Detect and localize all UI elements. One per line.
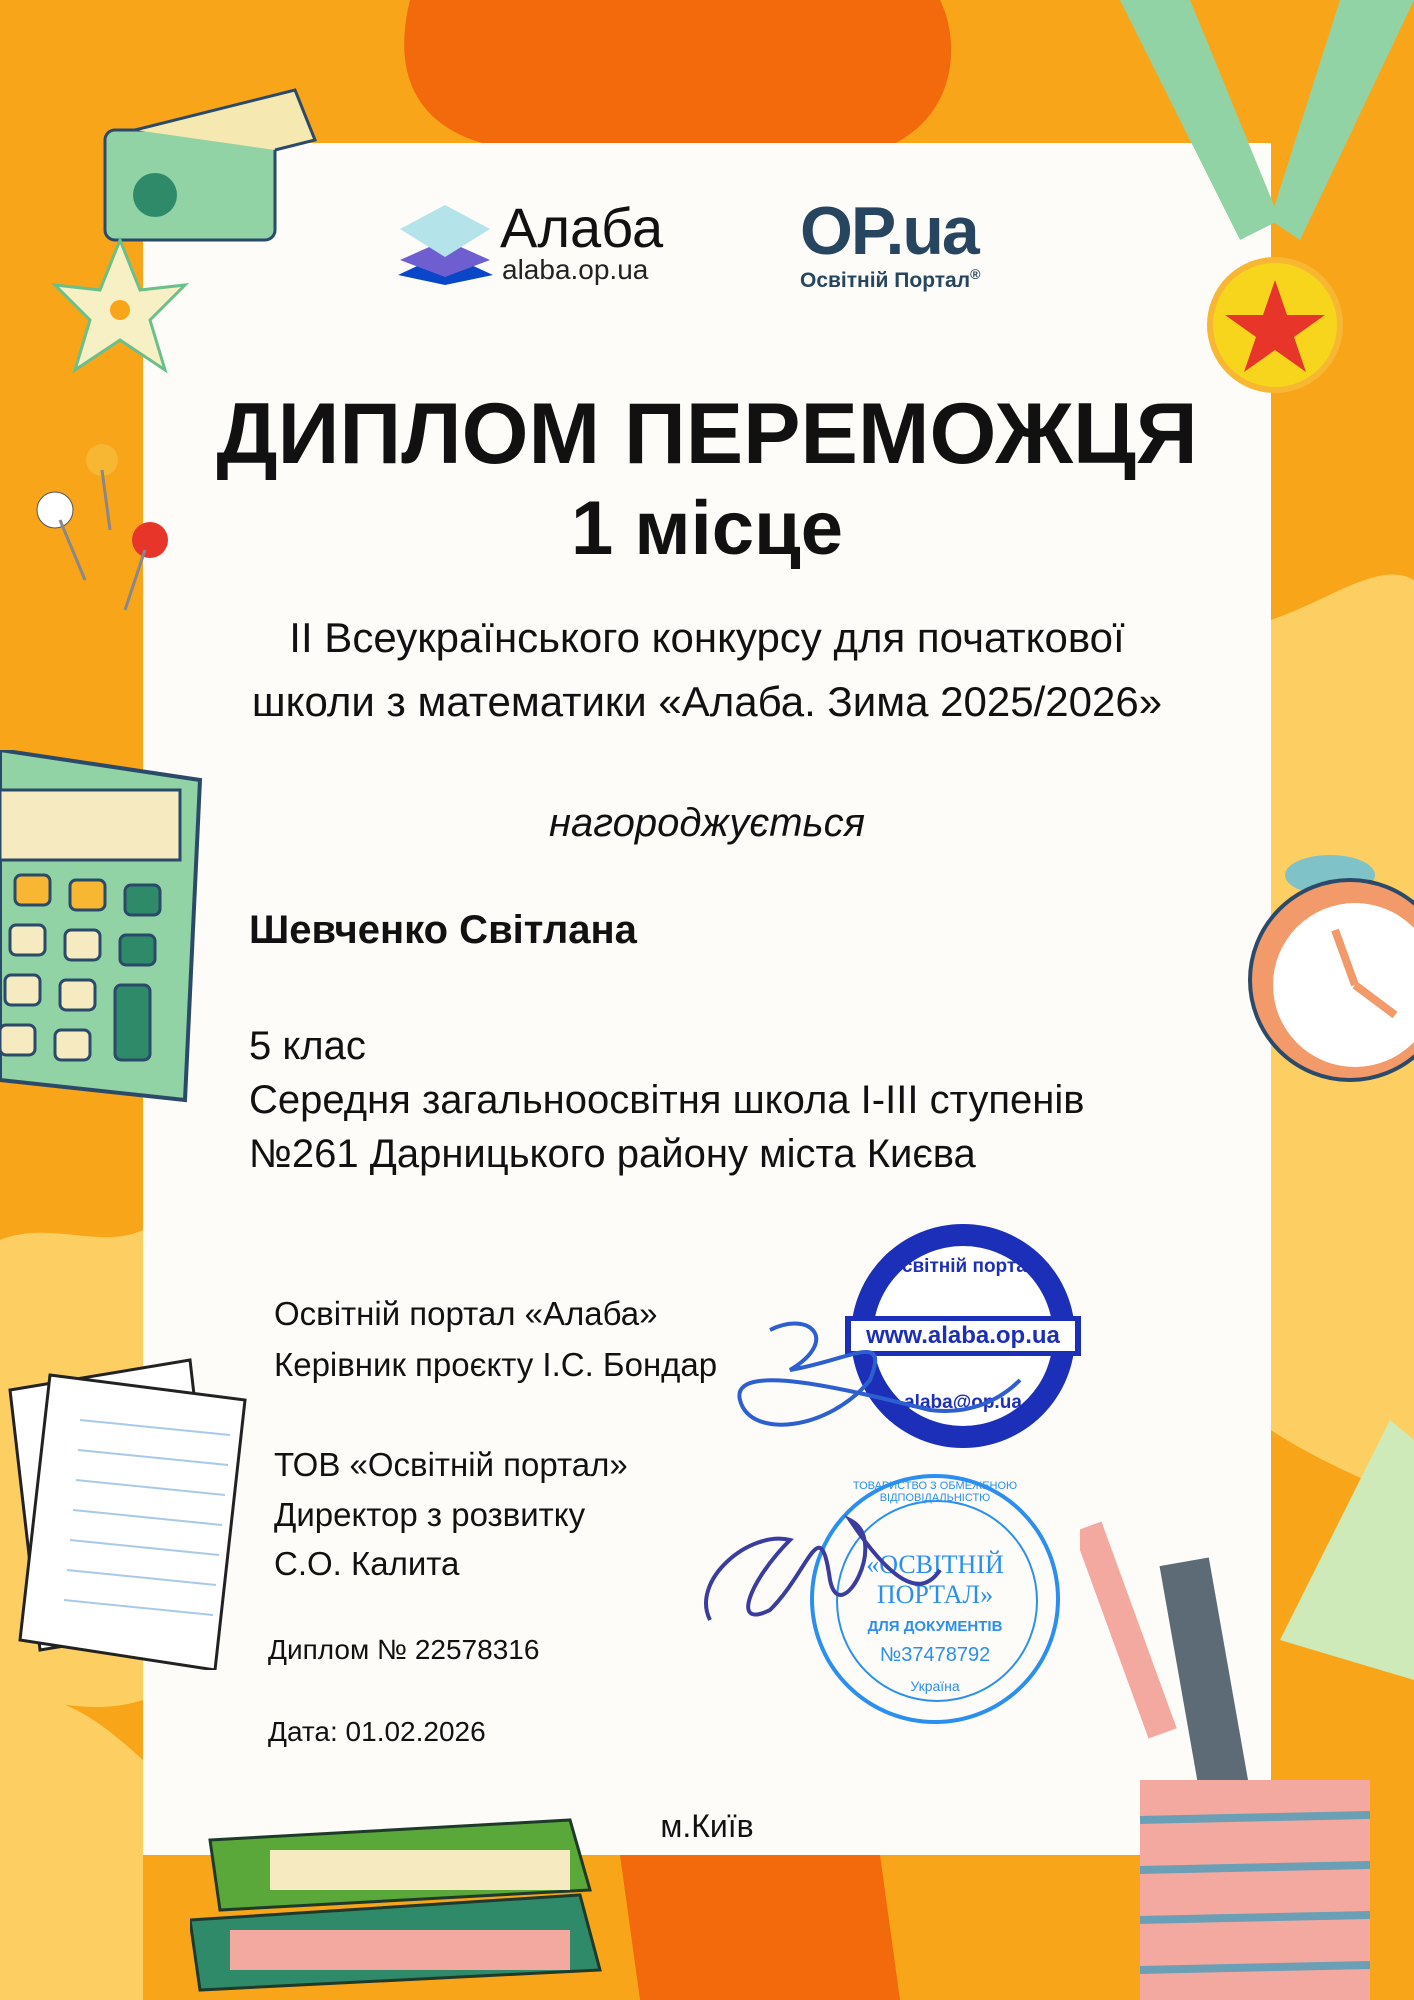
diploma-date: Дата: 01.02.2026 (268, 1716, 486, 1747)
notebook-icon (0, 1350, 260, 1670)
signer-2-org: ТОВ «Освітній портал» (274, 1446, 628, 1483)
diploma-number: Диплом № 22578316 (268, 1634, 540, 1665)
grade: 5 клас (249, 1024, 366, 1068)
stamp-country: Україна (910, 1678, 960, 1694)
stamp-center-3: ДЛЯ ДОКУМЕНТІВ (867, 1618, 1003, 1635)
alaba-logo-name: Алаба (500, 196, 664, 259)
signer-1-org: Освітній портал «Алаба» (274, 1295, 658, 1332)
school-line-1: Середня загальноосвітня школа І-ІІІ ступенів (249, 1078, 1085, 1122)
medal-icon (1120, 0, 1414, 400)
awarded-label: нагороджується (549, 801, 865, 845)
contest-line-1: ІІ Всеукраїнського конкурсу для початкової (289, 614, 1125, 661)
recipient-name: Шевченко Світлана (249, 908, 637, 952)
signer-2-name: С.О. Калита (274, 1545, 460, 1582)
stamp-ring-text: ТОВАРИСТВО З ОБМЕЖЕНОЮ ВІДПОВІДАЛЬНІСТЮ (852, 1480, 1018, 1504)
diploma-title: ДИПЛОМ ПЕРЕМОЖЦЯ (216, 386, 1198, 482)
stamp-text-middle: www.alaba.op.ua (851, 1321, 1075, 1351)
stamp-text-top: Освітній портал (887, 1256, 1039, 1277)
flower-icon (50, 230, 190, 380)
stamp-code: №37478792 (879, 1644, 991, 1666)
op-logo-tagline: Освітній Портал® (800, 266, 981, 292)
pencil-cup-icon (1080, 1420, 1414, 2000)
stamp-center-2: ПОРТАЛ» (876, 1580, 994, 1609)
stamp-center-1: «ОСВІТНІЙ (866, 1550, 1004, 1579)
signature-2 (690, 1480, 950, 1650)
signer-1-role: Керівник проєкту І.С. Бондар (274, 1346, 718, 1383)
school-line-2: №261 Дарницького району міста Києва (249, 1132, 976, 1176)
stamp-text-bottom: alaba@op.ua (904, 1392, 1022, 1413)
contest-line-2: школи з математики «Алаба. Зима 2025/2026» (251, 678, 1163, 725)
op-logo-name: OP.ua (800, 193, 978, 269)
alaba-logo-url: alaba.op.ua (502, 254, 649, 285)
signature-1 (730, 1300, 1030, 1460)
alaba-logo-icon (398, 205, 493, 285)
city: м.Київ (660, 1808, 754, 1844)
place: 1 місце (571, 486, 843, 571)
signer-2-role: Директор з розвитку (274, 1496, 586, 1533)
